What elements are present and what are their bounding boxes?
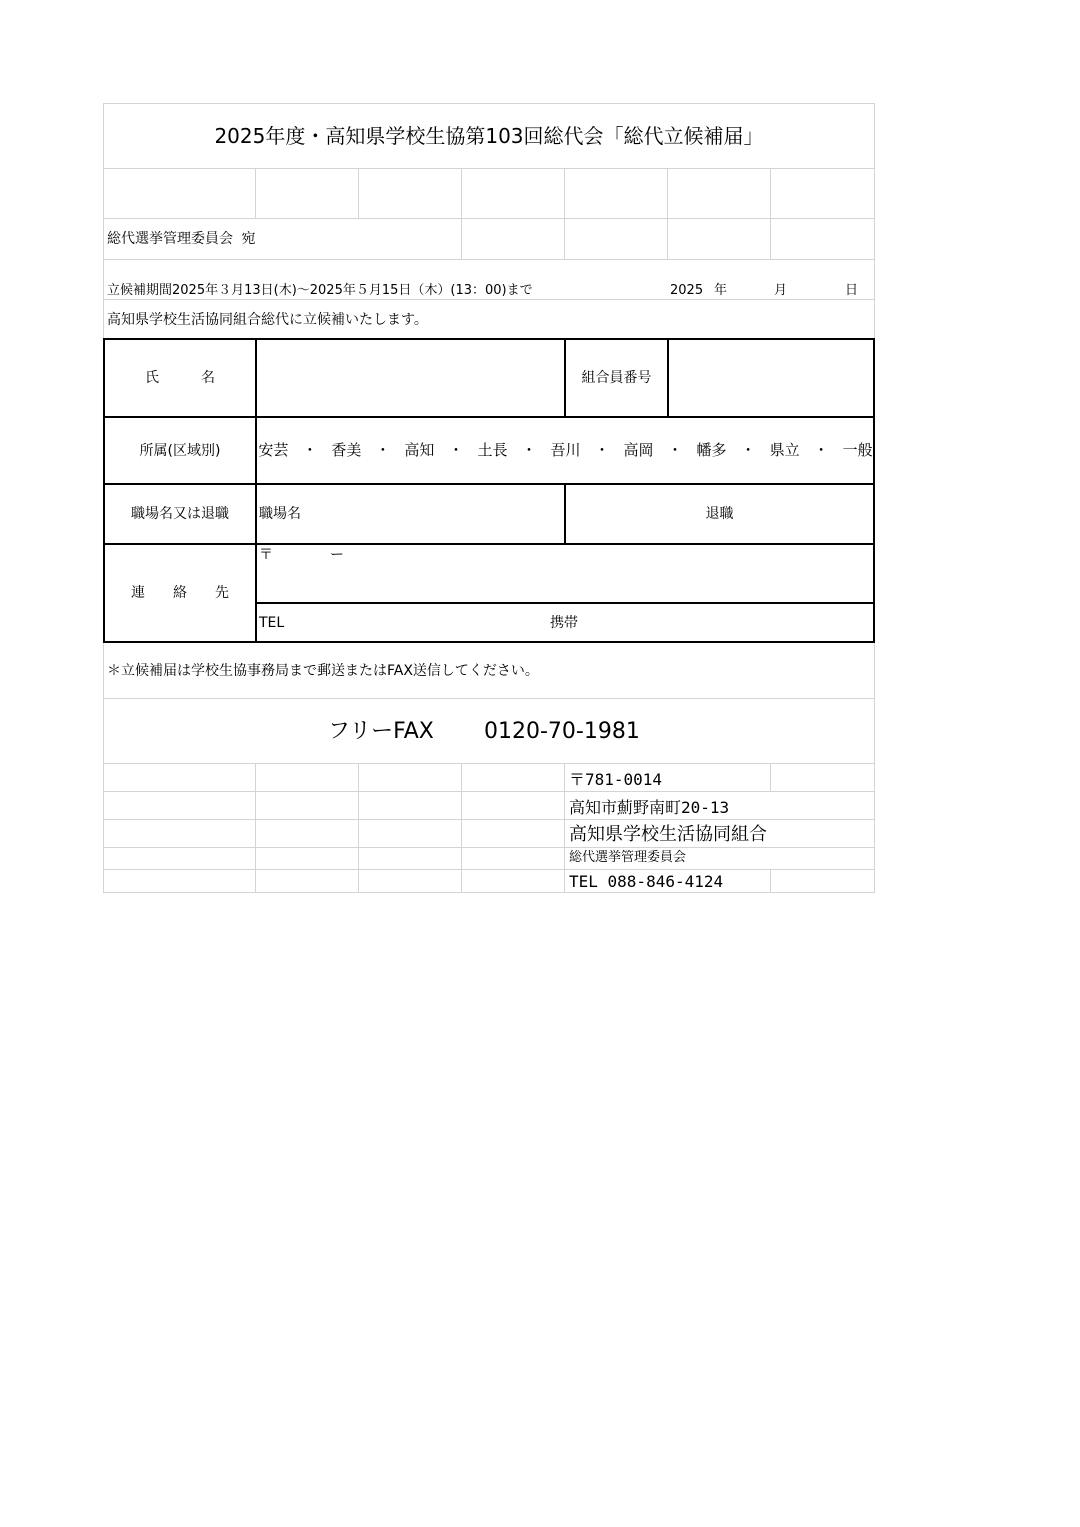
grid-line [564,763,565,892]
grid-line [667,168,668,259]
form-border [255,338,257,643]
grid-line [103,847,875,848]
form-border [255,602,875,604]
free-fax-label: フリーFAX [328,719,434,744]
workplace-label: 職場名又は退職 [131,506,229,522]
grid-line [358,763,359,892]
form-border [103,483,875,485]
submission-year[interactable]: 2025 [670,283,704,298]
affiliation-separator: ・ [813,441,829,459]
tel-label: TEL [259,615,285,631]
grid-line [255,763,256,892]
submission-note: ＊立候補届は学校生協事務局まで郵送またはFAX送信してください。 [107,663,539,679]
grid-line [103,299,875,300]
form-border [103,338,875,340]
affiliation-option-kami[interactable]: 香美 [331,441,362,459]
affiliation-option-ippan[interactable]: 一般 [842,441,873,459]
workplace-name-field[interactable] [310,486,562,542]
affiliation-option-kochi[interactable]: 高知 [404,441,435,459]
affiliation-option-docho[interactable]: 土長 [477,441,508,459]
grid-line [103,869,875,870]
day-unit: 日 [845,283,859,298]
sender-address: 高知市薊野南町20-13 [569,798,730,817]
affiliation-option-agawa[interactable]: 吾川 [550,441,581,459]
affiliation-separator: ・ [448,441,464,459]
grid-line [103,763,875,764]
affiliation-option-kenritsu[interactable]: 県立 [769,441,800,459]
grid-line [461,168,462,259]
affiliation-separator: ・ [375,441,391,459]
postal-mark: 〒 [259,547,273,563]
addressee [107,232,255,246]
grid-line [770,763,771,791]
grid-line [103,103,875,104]
page-title: 2025年度・高知県学校生協第103回総代会「総代立候補届」 [214,124,764,148]
affiliation-separator: ・ [667,441,683,459]
sender-postal: 〒781-0014 [569,770,663,789]
affiliation-options [258,443,873,458]
grid-line [255,168,256,218]
grid-line [103,168,875,169]
name-field[interactable] [258,341,563,415]
mobile-label: 携帯 [550,615,578,631]
grid-line [103,892,875,893]
grid-line [770,869,771,892]
addressee-committee: 総代選挙管理委員会 [107,231,233,247]
grid-line [103,259,875,260]
candidacy-period: 立候補期間2025年３月13日(木)～2025年５月15日（木）(13：00)まで [107,283,533,298]
form-border [873,338,875,643]
workplace-name-label: 職場名 [259,506,301,522]
postal-dash: ー [330,547,344,563]
name-label: 氏 名 [145,370,215,386]
form-border [103,543,875,545]
form-border [103,416,875,418]
affiliation-separator: ・ [521,441,537,459]
tel-field[interactable] [290,605,545,640]
sender-org: 高知県学校生活協同組合 [569,824,767,845]
grid-line [461,763,462,892]
grid-line [564,168,565,259]
grid-line [770,168,771,259]
address-field[interactable] [258,546,872,601]
affiliation-option-takaoka[interactable]: 高岡 [623,441,654,459]
grid-line [358,168,359,218]
affiliation-option-hata[interactable]: 幡多 [696,441,727,459]
month-unit: 月 [774,283,788,298]
mobile-field[interactable] [585,605,872,640]
affiliation-separator: ・ [594,441,610,459]
grid-line [103,791,875,792]
sender-committee: 総代選挙管理委員会 [569,850,687,865]
contact-label: 連 絡 先 [131,585,229,601]
member-number-label: 組合員番号 [581,370,652,386]
affiliation-label: 所属(区域別) [139,443,221,459]
grid-line [103,819,875,820]
grid-line [103,218,875,219]
form-border [103,641,875,643]
grid-line [103,698,875,699]
affiliation-separator: ・ [740,441,756,459]
candidacy-statement: 高知県学校生活協同組合総代に立候補いたします。 [107,312,428,328]
free-fax-number: 0120-70-1981 [484,719,640,744]
affiliation-option-aki[interactable]: 安芸 [258,441,289,459]
form-border [667,338,669,418]
member-number-field[interactable] [670,341,872,415]
year-unit: 年 [714,283,728,298]
sender-tel: TEL 088-846-4124 [569,872,724,891]
retired-option[interactable]: 退職 [705,506,734,522]
affiliation-separator: ・ [302,441,318,459]
addressee-honorific: 宛 [241,231,256,247]
